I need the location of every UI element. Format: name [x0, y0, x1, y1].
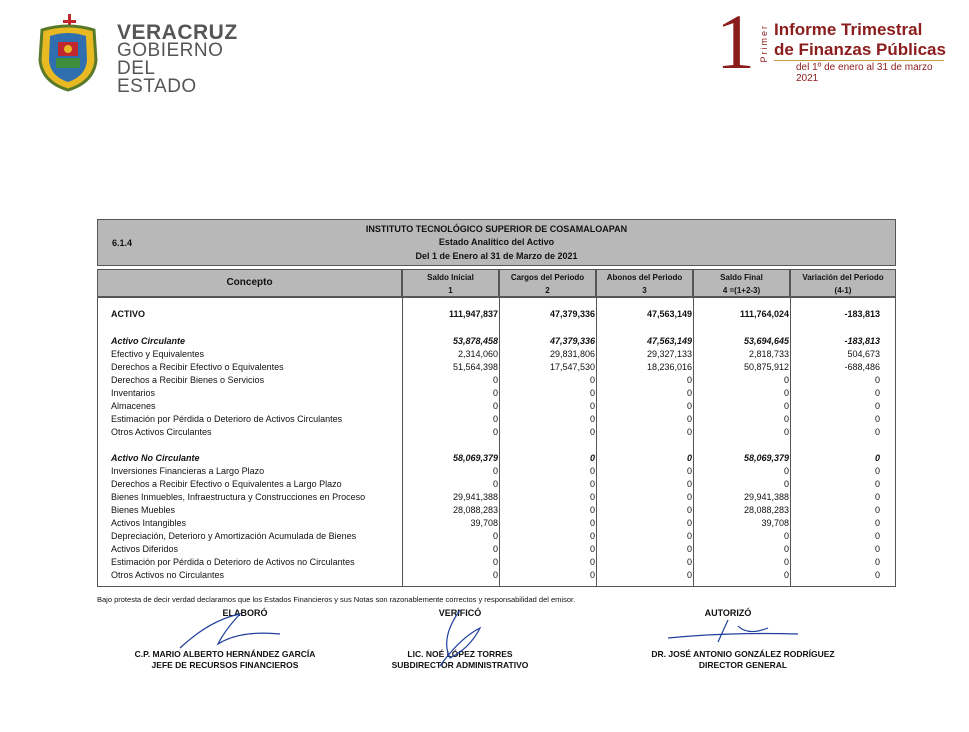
- row-value: 47,379,336: [549, 309, 595, 319]
- table-row: [111, 569, 881, 582]
- row-value: 0: [874, 427, 880, 437]
- row-value: 0: [492, 557, 498, 567]
- column-header-concepto: Concepto: [97, 269, 402, 297]
- row-value: 47,379,336: [549, 336, 595, 346]
- row-label: Inventarios: [111, 388, 156, 398]
- table-row: [111, 504, 881, 517]
- table-row: [111, 491, 881, 504]
- row-label: Activo No Circulante: [111, 453, 200, 463]
- table-row: [111, 543, 881, 556]
- row-value: 0: [686, 505, 692, 515]
- row-value: 0: [492, 414, 498, 424]
- table-row: [111, 374, 881, 387]
- statement-title: Estado Analítico del Activo: [438, 237, 555, 247]
- row-value: 29,941,388: [452, 492, 498, 502]
- report-title-line-1: Informe Trimestral: [774, 20, 923, 39]
- row-value: 0: [686, 414, 692, 424]
- row-value: 0: [783, 544, 789, 554]
- signature-scribble-icon: [170, 610, 290, 650]
- row-label: ACTIVO: [111, 309, 146, 319]
- row-value: 47,563,149: [646, 336, 692, 346]
- row-value: 0: [589, 505, 595, 515]
- row-value: 0: [686, 375, 692, 385]
- row-label: Bienes Muebles: [111, 505, 176, 515]
- column-header-variacion: Variación del Periodo (4-1): [790, 269, 896, 297]
- table-row: [111, 465, 881, 478]
- row-value: 0: [783, 427, 789, 437]
- signature-title: DIRECTOR GENERAL: [698, 660, 788, 670]
- row-label: Bienes Inmuebles, Infraestructura y Construcciones en Proceso: [111, 492, 366, 502]
- row-label: Otros Activos Circulantes: [111, 427, 212, 437]
- row-label: Activo Circulante: [111, 336, 186, 346]
- table-row: [111, 348, 881, 361]
- row-value: 0: [783, 388, 789, 398]
- row-label: Estimación por Pérdida o Deterioro de Activos no Circulantes: [111, 557, 355, 567]
- report-primer: Primer: [759, 24, 769, 63]
- column-header-saldo-inicial: Saldo Inicial 1: [402, 269, 499, 297]
- signature-name: C.P. MARIO ALBERTO HERNÁNDEZ GARCÍA: [134, 649, 316, 659]
- report-badge: [716, 0, 956, 90]
- gov-line-1: VERACRUZ: [117, 21, 238, 44]
- table-row: [111, 530, 881, 543]
- row-value: 0: [492, 479, 498, 489]
- row-value: 111,947,837: [448, 309, 498, 319]
- statement-header: [97, 219, 896, 266]
- signature-role: VERIFICÓ: [438, 608, 482, 618]
- row-value: 0: [874, 388, 880, 398]
- row-value: 29,327,133: [646, 349, 692, 359]
- row-value: 0: [589, 375, 595, 385]
- row-value: 111,764,024: [739, 309, 789, 319]
- report-title-line-2: de Finanzas Públicas: [774, 40, 946, 59]
- row-value: 0: [874, 505, 880, 515]
- row-value: 0: [589, 401, 595, 411]
- row-value: 0: [874, 544, 880, 554]
- row-value: 29,831,806: [549, 349, 595, 359]
- row-value: 0: [874, 492, 880, 502]
- row-value: 0: [783, 414, 789, 424]
- signature-name: DR. JOSÉ ANTONIO GONZÁLEZ RODRÍGUEZ: [651, 649, 835, 659]
- table-row: [111, 361, 881, 374]
- signature-name: LIC. NOÉ LÓPEZ TORRES: [407, 649, 513, 659]
- row-label: Efectivo y Equivalentes: [111, 349, 205, 359]
- row-value: -688,486: [844, 362, 880, 372]
- table-row: [111, 426, 881, 439]
- veracruz-logo: [34, 10, 238, 97]
- row-value: 0: [686, 531, 692, 541]
- column-header-abonos: Abonos del Periodo 3: [596, 269, 693, 297]
- row-value: 0: [874, 570, 880, 580]
- row-value: -183,813: [844, 336, 880, 346]
- report-number: 1: [716, 0, 755, 85]
- row-value: 0: [589, 531, 595, 541]
- row-value: 0: [589, 414, 595, 424]
- table-row: [111, 452, 881, 465]
- row-value: 0: [492, 570, 498, 580]
- row-value: 0: [783, 557, 789, 567]
- row-value: 0: [783, 479, 789, 489]
- column-header-saldo-final: Saldo Final 4 =(1+2-3): [693, 269, 790, 297]
- row-value: 0: [492, 531, 498, 541]
- row-value: -183,813: [844, 309, 880, 319]
- row-value: 0: [783, 570, 789, 580]
- row-value: 53,694,645: [743, 336, 789, 346]
- row-value: 0: [874, 414, 880, 424]
- row-value: 47,563,149: [646, 309, 692, 319]
- row-value: 0: [874, 557, 880, 567]
- table-row: [111, 335, 881, 348]
- row-value: 0: [589, 453, 595, 463]
- signature-title: SUBDIRECTOR ADMINISTRATIVO: [391, 660, 529, 670]
- row-value: 0: [783, 375, 789, 385]
- protest-statement: Bajo protesta de decir verdad declaramos que los Estados Financieros y sus Notas son razonablemente correctos y responsabilidad del emisor.: [97, 595, 576, 604]
- row-value: 28,088,283: [743, 505, 789, 515]
- row-value: 28,088,283: [452, 505, 498, 515]
- row-value: 0: [686, 479, 692, 489]
- row-value: 0: [589, 427, 595, 437]
- row-label: Otros Activos no Circulantes: [111, 570, 225, 580]
- table-row: [111, 556, 881, 569]
- row-value: 0: [783, 531, 789, 541]
- row-value: 0: [492, 401, 498, 411]
- row-value: 0: [686, 544, 692, 554]
- signature-role: AUTORIZÓ: [704, 608, 752, 618]
- row-value: 0: [874, 531, 880, 541]
- signature-scribble-icon: [420, 608, 500, 668]
- row-label: Depreciación, Deterioro y Amortización Acumulada de Bienes: [111, 531, 357, 541]
- row-label: Estimación por Pérdida o Deterioro de Activos Circulantes: [111, 414, 343, 424]
- row-value: 29,941,388: [743, 492, 789, 502]
- row-value: 50,875,912: [743, 362, 789, 372]
- row-value: 0: [874, 479, 880, 489]
- row-value: 0: [783, 466, 789, 476]
- row-value: 0: [874, 401, 880, 411]
- table-row: [111, 478, 881, 491]
- statement-code: 6.1.4: [112, 238, 133, 248]
- row-value: 58,069,379: [452, 453, 498, 463]
- row-value: 0: [589, 466, 595, 476]
- row-label: Activos Intangibles: [111, 518, 187, 528]
- row-label: Derechos a Recibir Bienes o Servicios: [111, 375, 265, 385]
- row-value: 18,236,016: [646, 362, 692, 372]
- row-value: 0: [589, 479, 595, 489]
- gold-divider: [774, 60, 944, 61]
- column-header-cargos: Cargos del Periodo 2: [499, 269, 596, 297]
- signature-autorizo: [628, 608, 858, 671]
- row-value: 53,878,458: [452, 336, 498, 346]
- table-row: [111, 413, 881, 426]
- gov-line-3: DEL ESTADO: [117, 58, 197, 97]
- signature-elaboro: [110, 608, 340, 671]
- row-value: 0: [589, 518, 595, 528]
- row-value: 39,708: [470, 518, 498, 528]
- row-value: 0: [874, 453, 880, 463]
- row-value: 0: [686, 453, 692, 463]
- row-label: Derechos a Recibir Efectivo o Equivalentes a Largo Plazo: [111, 479, 342, 489]
- row-value: 39,708: [761, 518, 789, 528]
- gov-line-2: GOBIERNO: [117, 40, 224, 61]
- report-period: del 1º de enero al 31 de marzo 2021: [796, 62, 933, 84]
- signature-scribble-icon: [668, 616, 808, 646]
- row-value: 0: [589, 544, 595, 554]
- signature-verifico: [380, 608, 540, 671]
- row-value: 2,818,733: [748, 349, 789, 359]
- row-value: 0: [874, 518, 880, 528]
- row-value: 0: [686, 492, 692, 502]
- row-value: 0: [492, 427, 498, 437]
- row-value: 0: [686, 401, 692, 411]
- table-row: [111, 308, 881, 321]
- row-value: 0: [686, 557, 692, 567]
- row-value: 0: [686, 518, 692, 528]
- row-value: 0: [686, 427, 692, 437]
- row-value: 0: [874, 375, 880, 385]
- row-label: Derechos a Recibir Efectivo o Equivalentes: [111, 362, 284, 372]
- row-value: 0: [589, 388, 595, 398]
- row-value: 2,314,060: [457, 349, 498, 359]
- institution-name: INSTITUTO TECNOLÓGICO SUPERIOR DE COSAMALOAPAN: [365, 224, 628, 234]
- row-label: Inversiones Financieras a Largo Plazo: [111, 466, 265, 476]
- row-value: 0: [783, 401, 789, 411]
- row-value: 0: [589, 557, 595, 567]
- row-value: 0: [874, 466, 880, 476]
- row-value: 51,564,398: [452, 362, 498, 372]
- table-row: [111, 400, 881, 413]
- row-value: 0: [686, 388, 692, 398]
- row-label: Almacenes: [111, 401, 156, 411]
- table-row: [111, 387, 881, 400]
- signature-role: ELABORÓ: [222, 608, 268, 618]
- row-label: Activos Diferidos: [111, 544, 179, 554]
- row-value: 0: [686, 466, 692, 476]
- table-row: [111, 517, 881, 530]
- row-value: 0: [492, 388, 498, 398]
- coat-of-arms-icon: [34, 12, 102, 92]
- statement-period: Del 1 de Enero al 31 de Marzo de 2021: [415, 251, 578, 261]
- row-value: 0: [492, 375, 498, 385]
- row-value: 0: [686, 570, 692, 580]
- report-title: [774, 20, 946, 60]
- row-value: 58,069,379: [743, 453, 789, 463]
- row-value: 17,547,530: [549, 362, 595, 372]
- signature-title: JEFE DE RECURSOS FINANCIEROS: [151, 660, 299, 670]
- row-value: 504,673: [847, 349, 880, 359]
- row-value: 0: [492, 466, 498, 476]
- row-value: 0: [589, 492, 595, 502]
- row-value: 0: [492, 544, 498, 554]
- row-value: 0: [589, 570, 595, 580]
